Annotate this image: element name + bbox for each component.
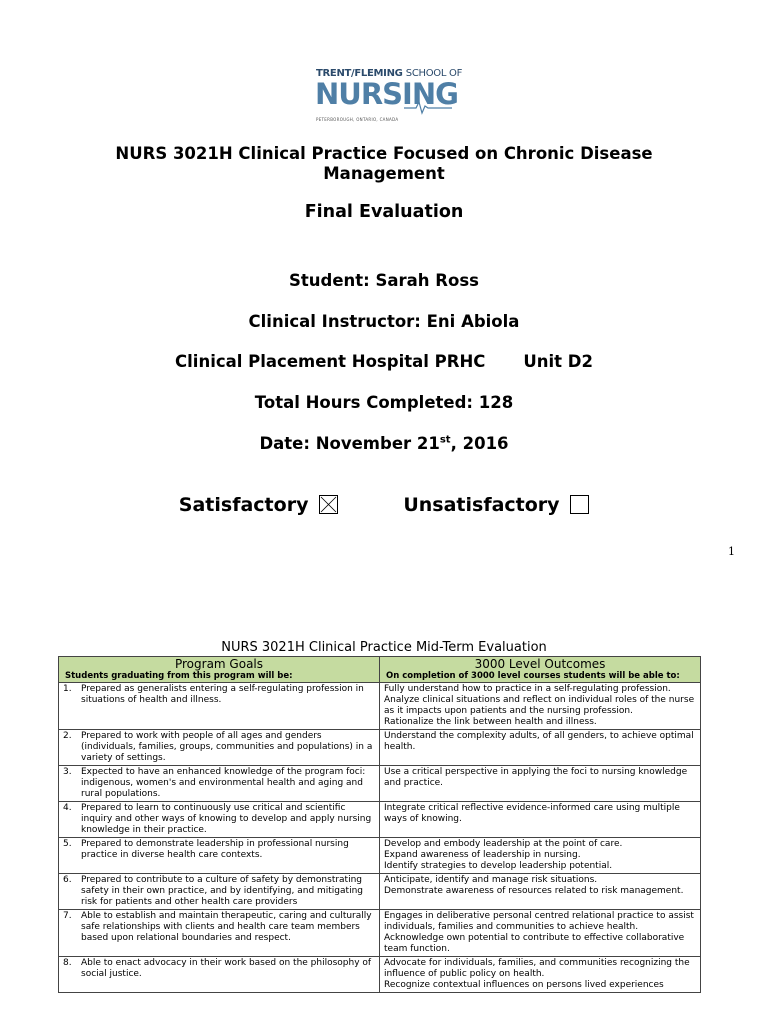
goal-text: Prepared as generalists entering a self-regulating profession in situations of health and illness. [81, 684, 364, 705]
goal-number: 1. [63, 684, 72, 694]
evaluation-status [0, 494, 768, 516]
outcome-line: Identify strategies to develop leadership potential. [384, 861, 613, 871]
evaluation-table [58, 656, 701, 993]
logo-line1: TRENT/FLEMING SCHOOL OF [316, 68, 463, 79]
table-row [59, 874, 701, 910]
goal-text: Prepared to work with people of all ages and genders (individuals, families, groups, communities and populations) in a variety of settings. [81, 731, 373, 763]
logo-wordmark: NURSING [315, 77, 458, 111]
goal-text: Expected to have an enhanced knowledge of the program foci: indigenous, women's and environmental health and aging and rural populations. [81, 767, 366, 799]
table-row [59, 683, 701, 730]
outcome-line: Expand awareness of leadership in nursing. [384, 850, 581, 860]
logo-location: PETERBOROUGH, ONTARIO, CANADA [316, 117, 399, 122]
outcome-line: Develop and embody leadership at the point of care. [384, 839, 623, 849]
outcome-line: Understand the complexity adults, of all genders, to achieve optimal health. [384, 731, 694, 752]
goal-text: Prepared to learn to continuously use critical and scientific inquiry and other ways of knowing to develop and apply nursing knowledge in their practice. [81, 803, 372, 835]
course-title: NURS 3021H Clinical Practice Focused on Chronic Disease Management [115, 144, 653, 183]
goal-text: Able to establish and maintain therapeutic, caring and culturally safe relationships with clients and health care team members based upon relational boundaries and respect. [81, 911, 372, 943]
placement-hospital: Clinical Placement Hospital PRHC [175, 352, 486, 371]
outcome-line: Integrate critical reflective evidence-informed care using multiple ways of knowing. [384, 803, 680, 824]
outcome-line: Recognize contextual influences on persons lived experiences [384, 980, 664, 990]
goal-text: Prepared to demonstrate leadership in professional nursing practice in diverse health care contexts. [81, 839, 349, 860]
outcome-line: Engages in deliberative personal centred relational practice to assist individuals, families and communities to achieve health. [384, 911, 694, 932]
unsatisfactory-checkbox[interactable] [570, 495, 589, 514]
goal-number: 3. [63, 767, 72, 777]
goal-number: 4. [63, 803, 72, 813]
outcome-line: Advocate for individuals, families, and communities recognizing the influence of public policy on health. [384, 958, 690, 979]
table-row [59, 730, 701, 766]
goal-number: 7. [63, 911, 72, 921]
program-goal-cell [59, 957, 380, 993]
level-outcomes-header: 3000 Level Outcomes On completion of 3000 level courses students will be able to: [380, 657, 701, 683]
program-goal-cell [59, 683, 380, 730]
outcome-cell [380, 838, 701, 874]
heartbeat-line-icon [312, 66, 457, 124]
outcome-cell [380, 957, 701, 993]
clinical-instructor: Clinical Instructor: Eni Abiola [248, 312, 520, 331]
school-logo [312, 66, 463, 124]
page-title: Final Evaluation [304, 202, 464, 222]
outcome-line: Anticipate, identify and manage risk situations. [384, 875, 598, 885]
student-name: Student: Sarah Ross [289, 271, 479, 290]
program-goal-cell [59, 730, 380, 766]
goal-number: 5. [63, 839, 72, 849]
goal-number: 2. [63, 731, 72, 741]
table-header-row [59, 657, 701, 683]
program-goal-cell [59, 838, 380, 874]
goal-text: Prepared to contribute to a culture of safety by demonstrating safety in their own practice, and by identifying, and mitigating risk for patients and other health care providers [81, 875, 363, 907]
evaluation-date: Date: November 21st, 2016 [259, 434, 509, 453]
outcome-line: Analyze clinical situations and reflect on individual roles of the nurse as it impacts upon patients and the nursing profession. [384, 695, 695, 716]
outcome-cell [380, 910, 701, 957]
outcome-line: Fully understand how to practice in a self-regulating profession. [384, 684, 671, 694]
goal-number: 8. [63, 958, 72, 968]
outcome-line: Use a critical perspective in applying the foci to nursing knowledge and practice. [384, 767, 688, 788]
program-goal-cell [59, 802, 380, 838]
table-title: NURS 3021H Clinical Practice Mid-Term Evaluation [221, 640, 547, 655]
unsatisfactory-label: Unsatisfactory [403, 494, 560, 516]
table-row [59, 802, 701, 838]
outcome-cell [380, 766, 701, 802]
clinical-placement [0, 352, 768, 371]
table-row [59, 910, 701, 957]
program-goal-cell [59, 766, 380, 802]
satisfactory-checkbox[interactable] [319, 495, 338, 514]
program-goal-cell [59, 874, 380, 910]
outcome-cell [380, 730, 701, 766]
total-hours: Total Hours Completed: 128 [254, 393, 514, 412]
table-row [59, 838, 701, 874]
page-number: 1 [728, 545, 735, 558]
outcome-line: Rationalize the link between health and illness. [384, 717, 597, 727]
table-row [59, 766, 701, 802]
goal-text: Able to enact advocacy in their work based on the philosophy of social justice. [81, 958, 372, 979]
table-row [59, 957, 701, 993]
outcome-cell [380, 874, 701, 910]
program-goal-cell [59, 910, 380, 957]
outcome-cell [380, 802, 701, 838]
checked-x-icon [320, 496, 337, 513]
placement-unit: Unit D2 [523, 352, 593, 371]
outcome-line: Demonstrate awareness of resources related to risk management. [384, 886, 684, 896]
program-goals-header: Program Goals Students graduating from this program will be: [59, 657, 380, 683]
goal-number: 6. [63, 875, 72, 885]
outcome-line: Acknowledge own potential to contribute to effective collaborative team function. [384, 933, 685, 954]
satisfactory-label: Satisfactory [178, 494, 309, 516]
outcome-cell [380, 683, 701, 730]
